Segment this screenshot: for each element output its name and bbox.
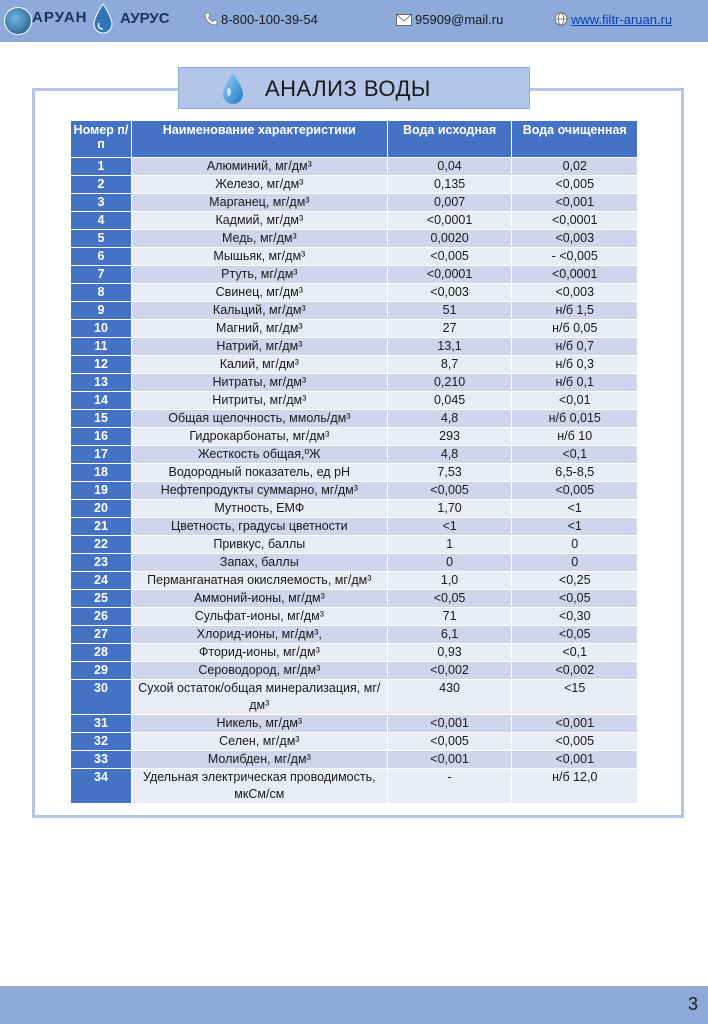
row-number: 20 [71,500,132,518]
row-characteristic: Натрий, мг/дм³ [131,338,387,356]
row-number: 9 [71,302,132,320]
table-row [71,338,638,356]
row-number: 33 [71,751,132,769]
table-row [71,158,638,176]
row-number: 17 [71,446,132,464]
row-characteristic: Аммоний-ионы, мг/дм³ [131,590,387,608]
row-number: 28 [71,644,132,662]
table-row [71,769,638,804]
row-source-value: 7,53 [387,464,512,482]
row-characteristic: Гидрокарбонаты, мг/дм³ [131,428,387,446]
row-source-value: <0,005 [387,482,512,500]
row-number: 24 [71,572,132,590]
phone-icon [204,12,218,26]
row-source-value: 0,0020 [387,230,512,248]
row-purified-value: н/б 0,05 [512,320,638,338]
row-purified-value: <15 [512,680,638,715]
table-row [71,536,638,554]
row-characteristic: Медь, мг/дм³ [131,230,387,248]
table-row [71,590,638,608]
row-number: 4 [71,212,132,230]
row-number: 31 [71,715,132,733]
row-characteristic: Общая щелочность, ммоль/дм³ [131,410,387,428]
row-purified-value: н/б 10 [512,428,638,446]
row-number: 26 [71,608,132,626]
row-characteristic: Свинец, мг/дм³ [131,284,387,302]
table-row [71,572,638,590]
row-characteristic: Мышьяк, мг/дм³ [131,248,387,266]
row-characteristic: Железо, мг/дм³ [131,176,387,194]
table-header-row [71,121,638,158]
row-characteristic: Селен, мг/дм³ [131,733,387,751]
row-source-value: <0,005 [387,248,512,266]
row-characteristic: Мутность, ЕМФ [131,500,387,518]
row-purified-value: н/б 0,015 [512,410,638,428]
row-purified-value: <0,01 [512,392,638,410]
row-number: 15 [71,410,132,428]
table-row [71,176,638,194]
table-row [71,751,638,769]
row-purified-value: н/б 12,0 [512,769,638,804]
header-bar [0,0,708,42]
water-drop-icon [221,72,245,104]
row-purified-value: <0,25 [512,572,638,590]
row-characteristic: Ртуть, мг/дм³ [131,266,387,284]
table-row [71,212,638,230]
table-row [71,715,638,733]
row-characteristic: Фторид-ионы, мг/дм³ [131,644,387,662]
row-purified-value: н/б 0,1 [512,374,638,392]
table-row [71,194,638,212]
row-source-value: - [387,769,512,804]
row-purified-value: <0,005 [512,482,638,500]
row-purified-value: <0,05 [512,626,638,644]
row-purified-value: н/б 0,7 [512,338,638,356]
row-number: 12 [71,356,132,374]
title-box [178,67,530,109]
header-name: Наименование характеристики [131,121,387,158]
row-source-value: <0,0001 [387,266,512,284]
email-address: 95909@mail.ru [415,12,504,27]
row-purified-value: н/б 1,5 [512,302,638,320]
row-number: 34 [71,769,132,804]
row-number: 8 [71,284,132,302]
row-characteristic: Сероводород, мг/дм³ [131,662,387,680]
row-characteristic: Кадмий, мг/дм³ [131,212,387,230]
row-number: 10 [71,320,132,338]
row-characteristic: Сульфат-ионы, мг/дм³ [131,608,387,626]
row-number: 22 [71,536,132,554]
row-number: 7 [71,266,132,284]
row-characteristic: Молибден, мг/дм³ [131,751,387,769]
table-row [71,554,638,572]
row-source-value: 13,1 [387,338,512,356]
row-purified-value: <1 [512,500,638,518]
row-purified-value: <0,003 [512,230,638,248]
row-source-value: 1,70 [387,500,512,518]
table-row [71,644,638,662]
globe-icon [4,7,32,35]
table-row [71,428,638,446]
aurus-logo [92,3,192,37]
table-row [71,284,638,302]
row-purified-value: <0,003 [512,284,638,302]
table-row [71,410,638,428]
row-characteristic: Магний, мг/дм³ [131,320,387,338]
row-number: 29 [71,662,132,680]
row-number: 18 [71,464,132,482]
row-characteristic: Калий, мг/дм³ [131,356,387,374]
phone-number: 8-800-100-39-54 [221,12,318,27]
row-source-value: 0,210 [387,374,512,392]
row-source-value: 1 [387,536,512,554]
row-number: 1 [71,158,132,176]
water-drop-logo-icon [92,3,114,35]
page-number: 3 [687,994,698,1014]
row-characteristic: Марганец, мг/дм³ [131,194,387,212]
table-row [71,230,638,248]
table-row [71,266,638,284]
row-characteristic: Алюминий, мг/дм³ [131,158,387,176]
table-row [71,446,638,464]
mail-icon [396,14,412,26]
row-purified-value: <0,001 [512,715,638,733]
row-source-value: 1,0 [387,572,512,590]
row-purified-value: <0,001 [512,751,638,769]
row-purified-value: <0,05 [512,590,638,608]
globe-icon [554,12,568,26]
row-characteristic: Нефтепродукты суммарно, мг/дм³ [131,482,387,500]
row-source-value: <1 [387,518,512,536]
row-characteristic: Никель, мг/дм³ [131,715,387,733]
row-purified-value: <0,001 [512,194,638,212]
row-purified-value: <0,30 [512,608,638,626]
row-number: 23 [71,554,132,572]
row-number: 6 [71,248,132,266]
row-purified-value: <0,0001 [512,212,638,230]
table-row [71,374,638,392]
table-row [71,662,638,680]
row-source-value: 8,7 [387,356,512,374]
table-row [71,500,638,518]
row-number: 21 [71,518,132,536]
row-characteristic: Хлорид-ионы, мг/дм³, [131,626,387,644]
row-source-value: <0,005 [387,733,512,751]
row-characteristic: Перманганатная окисляемость, мг/дм³ [131,572,387,590]
table-row [71,518,638,536]
table-row [71,392,638,410]
website-link[interactable]: www.filtr-aruan.ru [571,12,673,27]
row-purified-value: н/б 0,3 [512,356,638,374]
row-number: 16 [71,428,132,446]
row-characteristic: Цветность, градусы цветности [131,518,387,536]
row-purified-value: <0,1 [512,644,638,662]
row-number: 32 [71,733,132,751]
row-source-value: <0,001 [387,715,512,733]
header-number: Номер п/п [71,121,132,158]
row-source-value: 6,1 [387,626,512,644]
water-analysis-table [70,120,638,804]
row-source-value: 51 [387,302,512,320]
row-characteristic: Сухой остаток/общая минерализация, мг/дм³ [131,680,387,715]
row-source-value: 0,007 [387,194,512,212]
row-purified-value: <0,1 [512,446,638,464]
row-purified-value: <0,005 [512,733,638,751]
footer-bar [0,986,708,1024]
email-contact[interactable] [396,12,503,27]
row-source-value: <0,05 [387,590,512,608]
header-purified-water: Вода очищенная [512,121,638,158]
row-purified-value: <0,0001 [512,266,638,284]
row-number: 5 [71,230,132,248]
table-row [71,482,638,500]
table-row [71,248,638,266]
row-number: 27 [71,626,132,644]
row-purified-value: - <0,005 [512,248,638,266]
website-contact[interactable] [554,12,672,27]
row-purified-value: 0 [512,554,638,572]
phone-contact[interactable] [204,12,318,27]
row-characteristic: Жесткость общая,ºЖ [131,446,387,464]
row-purified-value: <0,005 [512,176,638,194]
row-characteristic: Водородный показатель, ед pH [131,464,387,482]
row-number: 25 [71,590,132,608]
row-source-value: 0,04 [387,158,512,176]
row-source-value: <0,001 [387,751,512,769]
page-title: АНАЛИЗ ВОДЫ [265,76,431,101]
row-number: 30 [71,680,132,715]
row-source-value: <0,0001 [387,212,512,230]
row-purified-value: <1 [512,518,638,536]
row-characteristic: Кальций, мг/дм³ [131,302,387,320]
row-purified-value: 0,02 [512,158,638,176]
aurus-logo-text: АУРУС [120,10,170,27]
row-source-value: 0,135 [387,176,512,194]
header-source-water: Вода исходная [387,121,512,158]
aruan-logo-text: АРУАН [32,9,88,26]
row-number: 3 [71,194,132,212]
row-source-value: 4,8 [387,446,512,464]
row-source-value: 27 [387,320,512,338]
row-characteristic: Удельная электрическая проводимость, мкСм/см [131,769,387,804]
row-purified-value: 0 [512,536,638,554]
row-source-value: 0,045 [387,392,512,410]
row-purified-value: 6,5-8,5 [512,464,638,482]
row-number: 14 [71,392,132,410]
row-source-value: 293 [387,428,512,446]
row-source-value: <0,003 [387,284,512,302]
row-source-value: 0,93 [387,644,512,662]
table-row [71,680,638,715]
row-characteristic: Запах, баллы [131,554,387,572]
row-number: 2 [71,176,132,194]
table-row [71,302,638,320]
row-source-value: 4,8 [387,410,512,428]
table-row [71,608,638,626]
aruan-logo [4,5,90,35]
row-characteristic: Привкус, баллы [131,536,387,554]
table-row [71,356,638,374]
row-number: 19 [71,482,132,500]
table-row [71,320,638,338]
table-row [71,626,638,644]
row-number: 13 [71,374,132,392]
row-source-value: 71 [387,608,512,626]
row-source-value: 0 [387,554,512,572]
row-characteristic: Нитраты, мг/дм³ [131,374,387,392]
table-row [71,464,638,482]
row-characteristic: Нитриты, мг/дм³ [131,392,387,410]
table-row [71,733,638,751]
row-purified-value: <0,002 [512,662,638,680]
row-source-value: 430 [387,680,512,715]
row-number: 11 [71,338,132,356]
row-source-value: <0,002 [387,662,512,680]
